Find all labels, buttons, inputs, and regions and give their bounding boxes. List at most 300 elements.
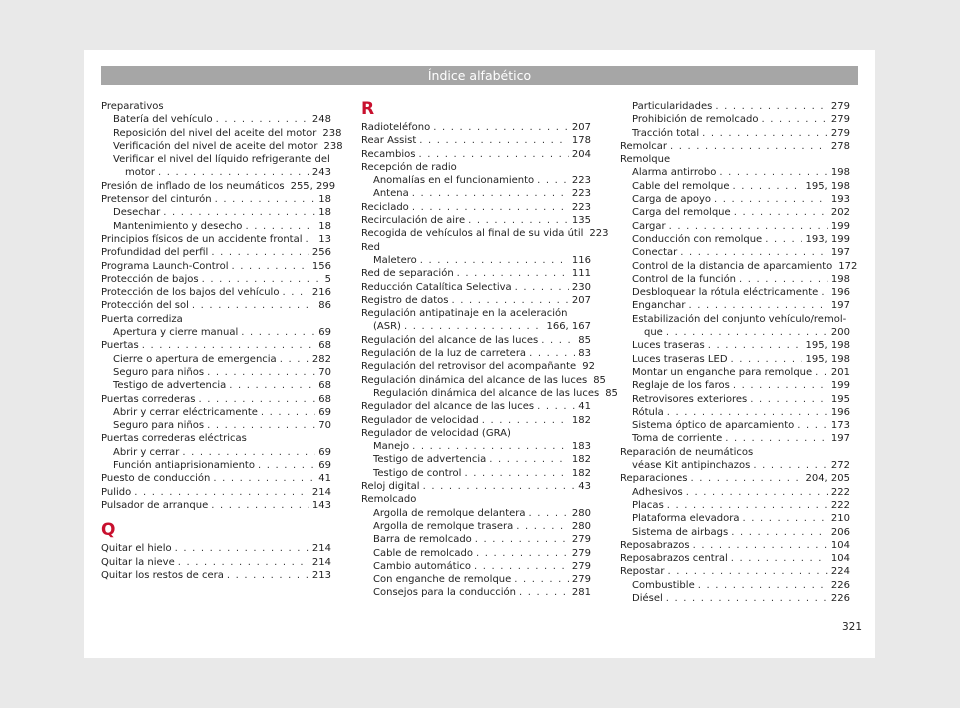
- dot-leader: [666, 326, 828, 339]
- dot-leader: [412, 440, 569, 453]
- index-entry: [361, 533, 591, 546]
- index-entry-term: Quitar la nieve: [101, 556, 175, 568]
- index-entry: [361, 360, 595, 373]
- index-entry: [620, 339, 850, 352]
- index-entry: [620, 432, 850, 445]
- dot-leader: [476, 547, 569, 560]
- dot-leader: [708, 339, 803, 352]
- index-entry-page: 104: [830, 553, 850, 565]
- index-entry-term: Presión de inflado de los neumáticos: [101, 180, 285, 192]
- index-entry-term: Control de la función: [632, 273, 737, 285]
- index-entry-page: 68: [318, 340, 331, 352]
- index-entry: [101, 193, 331, 206]
- index-entry: [361, 148, 591, 161]
- index-entry-term: Red de separación: [361, 268, 454, 280]
- index-entry-page: 18: [318, 220, 331, 232]
- index-entry-page: 199: [830, 380, 850, 392]
- index-entry: [361, 586, 591, 599]
- index-entry-page: 198: [830, 167, 850, 179]
- index-entry-term: que: [644, 327, 663, 339]
- dot-leader: [668, 565, 828, 578]
- dot-leader: [182, 446, 315, 459]
- index-entry-term: Protección de los bajos del vehículo: [101, 287, 280, 299]
- index-entry-page: 213: [311, 569, 331, 581]
- index-entry-page: 204, 205: [805, 473, 850, 485]
- index-entry-page: 156: [311, 260, 331, 272]
- index-entry: [101, 353, 331, 366]
- index-entry-page: 238: [323, 140, 343, 152]
- dot-leader: [731, 526, 828, 539]
- dot-leader: [667, 499, 828, 512]
- index-entry-page: 193, 199: [805, 233, 850, 245]
- dot-leader: [742, 512, 827, 525]
- index-entry: [620, 166, 850, 179]
- index-heading: Verificar el nivel del líquido refrigerante del: [113, 154, 330, 166]
- index-entry-term: Reducción Catalítica Selectiva: [361, 281, 512, 293]
- index-entry-term: Particularidades: [632, 101, 713, 112]
- index-entry-term: Protección de bajos: [101, 273, 199, 285]
- dot-leader: [202, 273, 322, 286]
- index-entry-page: 43: [578, 481, 591, 493]
- index-entry: [620, 260, 858, 273]
- dot-leader: [418, 148, 568, 161]
- index-entry: [101, 486, 331, 499]
- dot-leader: [821, 286, 828, 299]
- index-entry-page: 223: [571, 201, 591, 213]
- dot-leader: [734, 206, 828, 219]
- index-entry-page: 279: [571, 560, 591, 572]
- index-entry-page: 182: [571, 454, 591, 466]
- index-entry: [620, 486, 850, 499]
- index-entry-term: Regulación dinámica del alcance de las luces: [361, 374, 588, 386]
- dot-leader: [529, 507, 569, 520]
- dot-leader: [537, 400, 575, 413]
- dot-leader: [134, 486, 309, 499]
- index-entry: [620, 499, 850, 512]
- index-column-3: [620, 100, 858, 605]
- index-entry: [620, 592, 850, 605]
- index-entry-page: 111: [571, 268, 591, 280]
- index-entry-page: 178: [571, 135, 591, 147]
- index-entry-term: Pulido: [101, 486, 132, 498]
- index-entry-page: 222: [830, 499, 850, 511]
- index-entry-term: Regulación de la luz de carretera: [361, 348, 527, 360]
- index-heading: Recepción de radio: [361, 161, 457, 173]
- index-entry-page: 272: [830, 460, 850, 472]
- index-heading: Puerta corrediza: [101, 313, 183, 325]
- index-entry-page: 214: [311, 556, 331, 568]
- index-entry-page: 183: [571, 441, 591, 453]
- dot-leader: [404, 320, 544, 333]
- index-entry-term: Conectar: [632, 247, 678, 259]
- index-entry-term: Principios físicos de un accidente frontal: [101, 233, 303, 245]
- index-entry-page: 223: [571, 175, 591, 187]
- index-entry: [361, 414, 591, 427]
- index-entry-page: 230: [571, 281, 591, 293]
- index-entry-page: 204: [571, 148, 591, 160]
- dot-leader: [733, 379, 828, 392]
- index-entry-term: Cable del remolque: [632, 180, 730, 192]
- index-entry-page: 216: [311, 287, 331, 299]
- index-entry: [620, 526, 850, 539]
- dot-leader: [452, 294, 569, 307]
- index-entry-term: Rear Assist: [361, 135, 417, 147]
- index-entry-term: Reposabrazos: [620, 539, 690, 551]
- page-header: Índice alfabético: [101, 66, 858, 85]
- dot-leader: [412, 201, 569, 214]
- index-entry-page: 243: [311, 167, 331, 179]
- index-entry-term: Quitar los restos de cera: [101, 569, 224, 581]
- index-entry-page: 195, 198: [805, 353, 850, 365]
- index-entry: [101, 393, 331, 406]
- index-entry: [620, 565, 850, 578]
- dot-leader: [457, 267, 569, 280]
- index-entry-term: Adhesivos: [632, 486, 683, 498]
- index-entry-term: Quitar el hielo: [101, 543, 172, 555]
- dot-leader: [750, 393, 828, 406]
- dot-leader: [725, 432, 828, 445]
- index-entry: [101, 113, 331, 126]
- dot-leader: [693, 539, 828, 552]
- dot-leader: [142, 339, 316, 352]
- dot-leader: [420, 254, 569, 267]
- index-entry-page: 199: [830, 220, 850, 232]
- index-entry: [620, 539, 850, 552]
- index-entry-page: 278: [830, 140, 850, 152]
- index-entry: [361, 400, 591, 413]
- index-entry-page: 70: [318, 420, 331, 432]
- index-entry: [101, 326, 331, 339]
- index-entry-term: Puertas correderas: [101, 393, 196, 405]
- index-entry: [620, 113, 850, 126]
- dot-leader: [306, 233, 316, 246]
- index-entry-page: 223: [589, 228, 609, 240]
- index-entry-page: 173: [830, 420, 850, 432]
- dot-leader: [229, 379, 315, 392]
- index-entry-term: Conducción con remolque: [632, 233, 763, 245]
- index-entry-term: Antena: [373, 188, 409, 200]
- index-entry-page: 201: [830, 366, 850, 378]
- index-entry-page: 86: [318, 300, 331, 312]
- index-entry-term: Recirculación de aire: [361, 215, 466, 227]
- index-entry: [361, 174, 591, 187]
- index-entry: [620, 472, 850, 485]
- index-entry-page: 279: [571, 534, 591, 546]
- dot-leader: [282, 286, 308, 299]
- index-entry-page: 182: [571, 414, 591, 426]
- index-heading: Estabilización del conjunto vehículo/remol-: [632, 313, 847, 325]
- index-entry-term: Regulador del alcance de las luces: [361, 401, 535, 413]
- index-entry-term: Reparaciones: [620, 473, 688, 485]
- index-entry-page: 279: [830, 127, 850, 139]
- index-entry-page: 280: [571, 520, 591, 532]
- index-entry-term: Sistema óptico de aparcamiento: [632, 420, 795, 432]
- index-entry: [361, 547, 591, 560]
- index-entry-term: Recambios: [361, 148, 416, 160]
- index-entry-term: Prohibición de remolcado: [632, 114, 759, 126]
- dot-leader: [761, 113, 827, 126]
- dot-leader: [207, 419, 315, 432]
- index-entry-page: 195, 198: [805, 180, 850, 192]
- index-entry-page: 166, 167: [546, 321, 591, 333]
- index-entry: [620, 206, 850, 219]
- index-entry: [361, 520, 591, 533]
- dot-leader: [715, 100, 828, 113]
- index-entry-term: Toma de corriente: [632, 433, 723, 445]
- index-entry: [101, 220, 331, 233]
- dot-leader: [702, 127, 828, 140]
- dot-leader: [258, 459, 315, 472]
- index-entry: [361, 440, 591, 453]
- index-entry-term: motor: [125, 167, 156, 179]
- index-entry: [620, 100, 850, 113]
- index-entry-term: Batería del vehículo: [113, 114, 213, 126]
- index-entry: [361, 573, 591, 586]
- dot-leader: [227, 569, 309, 582]
- dot-leader: [158, 166, 309, 179]
- index-entry-page: 279: [571, 574, 591, 586]
- index-entry-page: 214: [311, 543, 331, 555]
- index-entry-page: 41: [578, 401, 591, 413]
- index-entry-term: Función antiaprisionamiento: [113, 460, 255, 472]
- index-entry: [101, 286, 331, 299]
- index-entry-page: 238: [322, 127, 342, 139]
- index-entry: [620, 579, 850, 592]
- index-heading: Reparación de neumáticos: [620, 446, 754, 458]
- dot-leader: [423, 480, 576, 493]
- dot-leader: [537, 174, 569, 187]
- index-entry-page: 224: [830, 566, 850, 578]
- index-entry-page: 223: [571, 188, 591, 200]
- dot-leader: [670, 140, 828, 153]
- index-entry-page: 172: [838, 260, 858, 272]
- index-entry-term: Programa Launch-Control: [101, 260, 229, 272]
- index-entry-page: 70: [318, 366, 331, 378]
- index-entry: [620, 366, 850, 379]
- index-entry-page: 69: [318, 406, 331, 418]
- index-entry: [361, 507, 591, 520]
- index-entry: [361, 134, 591, 147]
- index-entry-page: 68: [318, 393, 331, 405]
- index-entry-page: 41: [318, 473, 331, 485]
- index-entry: [101, 299, 331, 312]
- index-entry: [620, 419, 850, 432]
- index-entry-term: Rótula: [632, 406, 664, 418]
- index-heading: Remolque: [620, 154, 671, 166]
- index-entry: [101, 569, 331, 582]
- index-entry: [620, 552, 850, 565]
- index-entry-term: Abrir y cerrar eléctricamente: [113, 406, 258, 418]
- index-entry: [101, 127, 342, 140]
- index-entry: [361, 387, 618, 400]
- index-entry: [101, 556, 331, 569]
- index-entry-term: Consejos para la conducción: [373, 587, 516, 599]
- dot-leader: [216, 113, 309, 126]
- index-entry-term: Enganchar: [632, 300, 686, 312]
- index-entry-page: 69: [318, 460, 331, 472]
- index-entry-term: Carga del remolque: [632, 207, 731, 219]
- index-entry: [101, 542, 331, 555]
- index-entry-term: Apertura y cierre manual: [113, 327, 239, 339]
- index-entry: [361, 267, 591, 280]
- dot-leader: [245, 220, 315, 233]
- index-column-2: [361, 99, 618, 600]
- dot-leader: [815, 366, 828, 379]
- index-entry: [101, 366, 331, 379]
- index-entry-term: Regulación dinámica del alcance de las luces: [373, 387, 600, 399]
- index-entry: [101, 339, 331, 352]
- index-entry-term: Remolcar: [620, 140, 668, 152]
- dot-leader: [765, 233, 802, 246]
- index-entry-page: 85: [605, 387, 618, 399]
- index-entry-page: 135: [571, 215, 591, 227]
- index-entry: [361, 320, 591, 333]
- index-entry-page: 222: [830, 486, 850, 498]
- index-entry: [101, 206, 331, 219]
- index-entry: [101, 472, 331, 485]
- index-entry-page: 202: [830, 207, 850, 219]
- dot-leader: [666, 592, 828, 605]
- index-column-1: [101, 100, 343, 582]
- index-entry: [101, 379, 331, 392]
- index-entry-page: 226: [830, 579, 850, 591]
- index-entry-term: Sistema de airbags: [632, 526, 729, 538]
- dot-leader: [733, 180, 803, 193]
- index-entry-page: 210: [830, 513, 850, 525]
- index-entry: [620, 246, 850, 259]
- index-entry-term: Puertas: [101, 340, 139, 352]
- index-entry: [620, 326, 850, 339]
- index-entry-term: Repostar: [620, 566, 665, 578]
- index-entry-page: 195, 198: [805, 340, 850, 352]
- dot-leader: [516, 520, 569, 533]
- dot-leader: [519, 586, 569, 599]
- index-entry-term: Seguro para niños: [113, 420, 205, 432]
- index-entry: [101, 140, 343, 153]
- dot-leader: [474, 560, 569, 573]
- index-entry-term: Alarma antirrobo: [632, 167, 717, 179]
- index-entry: [620, 353, 850, 366]
- index-entry-page: 18: [318, 207, 331, 219]
- index-entry-term: Manejo: [373, 441, 410, 453]
- index-entry: [620, 286, 850, 299]
- index-entry: [101, 273, 331, 286]
- dot-leader: [163, 206, 315, 219]
- index-entry-term: Desbloquear la rótula eléctricamente: [632, 287, 819, 299]
- index-entry-term: Cambio automático: [373, 560, 471, 572]
- dot-leader: [753, 459, 828, 472]
- index-entry: [361, 281, 591, 294]
- index-entry-page: 182: [571, 467, 591, 479]
- section-letter: Q: [101, 520, 116, 541]
- index-entry-page: 279: [571, 547, 591, 559]
- index-entry: [620, 127, 850, 140]
- dot-leader: [178, 556, 309, 569]
- index-entry-term: Carga de apoyo: [632, 194, 712, 206]
- dot-leader: [739, 273, 828, 286]
- index-entry-page: 143: [311, 499, 331, 511]
- index-entry: [101, 180, 336, 193]
- index-entry-term: Regulación del retrovisor del acompañante: [361, 361, 577, 373]
- dot-leader: [731, 552, 828, 565]
- dot-leader: [689, 299, 828, 312]
- dot-leader: [514, 573, 569, 586]
- index-entry-term: Con enganche de remolque: [373, 574, 512, 586]
- index-entry-page: 116: [571, 254, 591, 266]
- index-entry: [620, 512, 850, 525]
- index-entry: [361, 187, 591, 200]
- index-entry: [101, 233, 331, 246]
- index-entry: [361, 480, 591, 493]
- index-entry: [361, 227, 609, 240]
- index-entry: [620, 140, 850, 153]
- index-entry-page: 92: [582, 361, 595, 373]
- index-entry-page: 214: [311, 486, 331, 498]
- index-entry-page: 195: [830, 393, 850, 405]
- index-entry-term: Retrovisores exteriores: [632, 393, 748, 405]
- dot-leader: [211, 499, 309, 512]
- index-heading: Red: [361, 241, 380, 253]
- index-entry-page: 248: [311, 114, 331, 126]
- index-entry-page: 69: [318, 446, 331, 458]
- index-heading: Regulación antipatinaje en la aceleración: [361, 308, 568, 320]
- index-entry-term: Profundidad del perfil: [101, 247, 209, 259]
- dot-leader: [433, 121, 569, 134]
- index-entry: [620, 299, 850, 312]
- index-entry-term: Montar un enganche para remolque: [632, 366, 813, 378]
- index-entry-page: 5: [324, 273, 331, 285]
- index-heading: Preparativos: [101, 101, 164, 112]
- index-entry-term: Tracción total: [632, 127, 700, 139]
- index-entry: [361, 453, 591, 466]
- index-entry: [361, 214, 591, 227]
- index-entry: [101, 419, 331, 432]
- index-entry-term: Cargar: [632, 220, 666, 232]
- index-entry-term: Argolla de remolque trasera: [373, 520, 514, 532]
- index-entry-term: Testigo de advertencia: [113, 380, 227, 392]
- index-entry-term: Testigo de control: [373, 467, 462, 479]
- index-entry-term: Control de la distancia de aparcamiento: [632, 260, 833, 272]
- index-entry-term: Cable de remolcado: [373, 547, 474, 559]
- index-entry-term: Anomalías en el funcionamiento: [373, 175, 535, 187]
- dot-leader: [529, 347, 575, 360]
- index-entry-page: 280: [571, 507, 591, 519]
- index-entry-term: Regulador de velocidad: [361, 414, 479, 426]
- index-entry: [620, 459, 850, 472]
- index-entry-term: Reciclado: [361, 201, 409, 213]
- index-entry-term: Reglaje de los faros: [632, 380, 730, 392]
- index-entry-term: Verificación del nivel de aceite del motor: [113, 140, 318, 152]
- index-entry-term: (ASR): [373, 321, 401, 333]
- dot-leader: [797, 419, 828, 432]
- dot-leader: [213, 472, 315, 485]
- index-entry: [361, 201, 591, 214]
- dot-leader: [175, 542, 309, 555]
- index-entry: [101, 446, 331, 459]
- index-entry: [361, 374, 606, 387]
- dot-leader: [515, 281, 569, 294]
- index-entry-term: Argolla de remolque delantera: [373, 507, 526, 519]
- index-entry-page: 197: [830, 247, 850, 259]
- dot-leader: [207, 366, 315, 379]
- index-entry: [620, 233, 850, 246]
- index-entry-term: Regulación del alcance de las luces: [361, 334, 539, 346]
- index-entry-page: 256: [311, 247, 331, 259]
- index-entry-term: Desechar: [113, 207, 161, 219]
- index-entry-term: Maletero: [373, 254, 417, 266]
- index-entry: [101, 459, 331, 472]
- index-heading: Remolcado: [361, 494, 417, 506]
